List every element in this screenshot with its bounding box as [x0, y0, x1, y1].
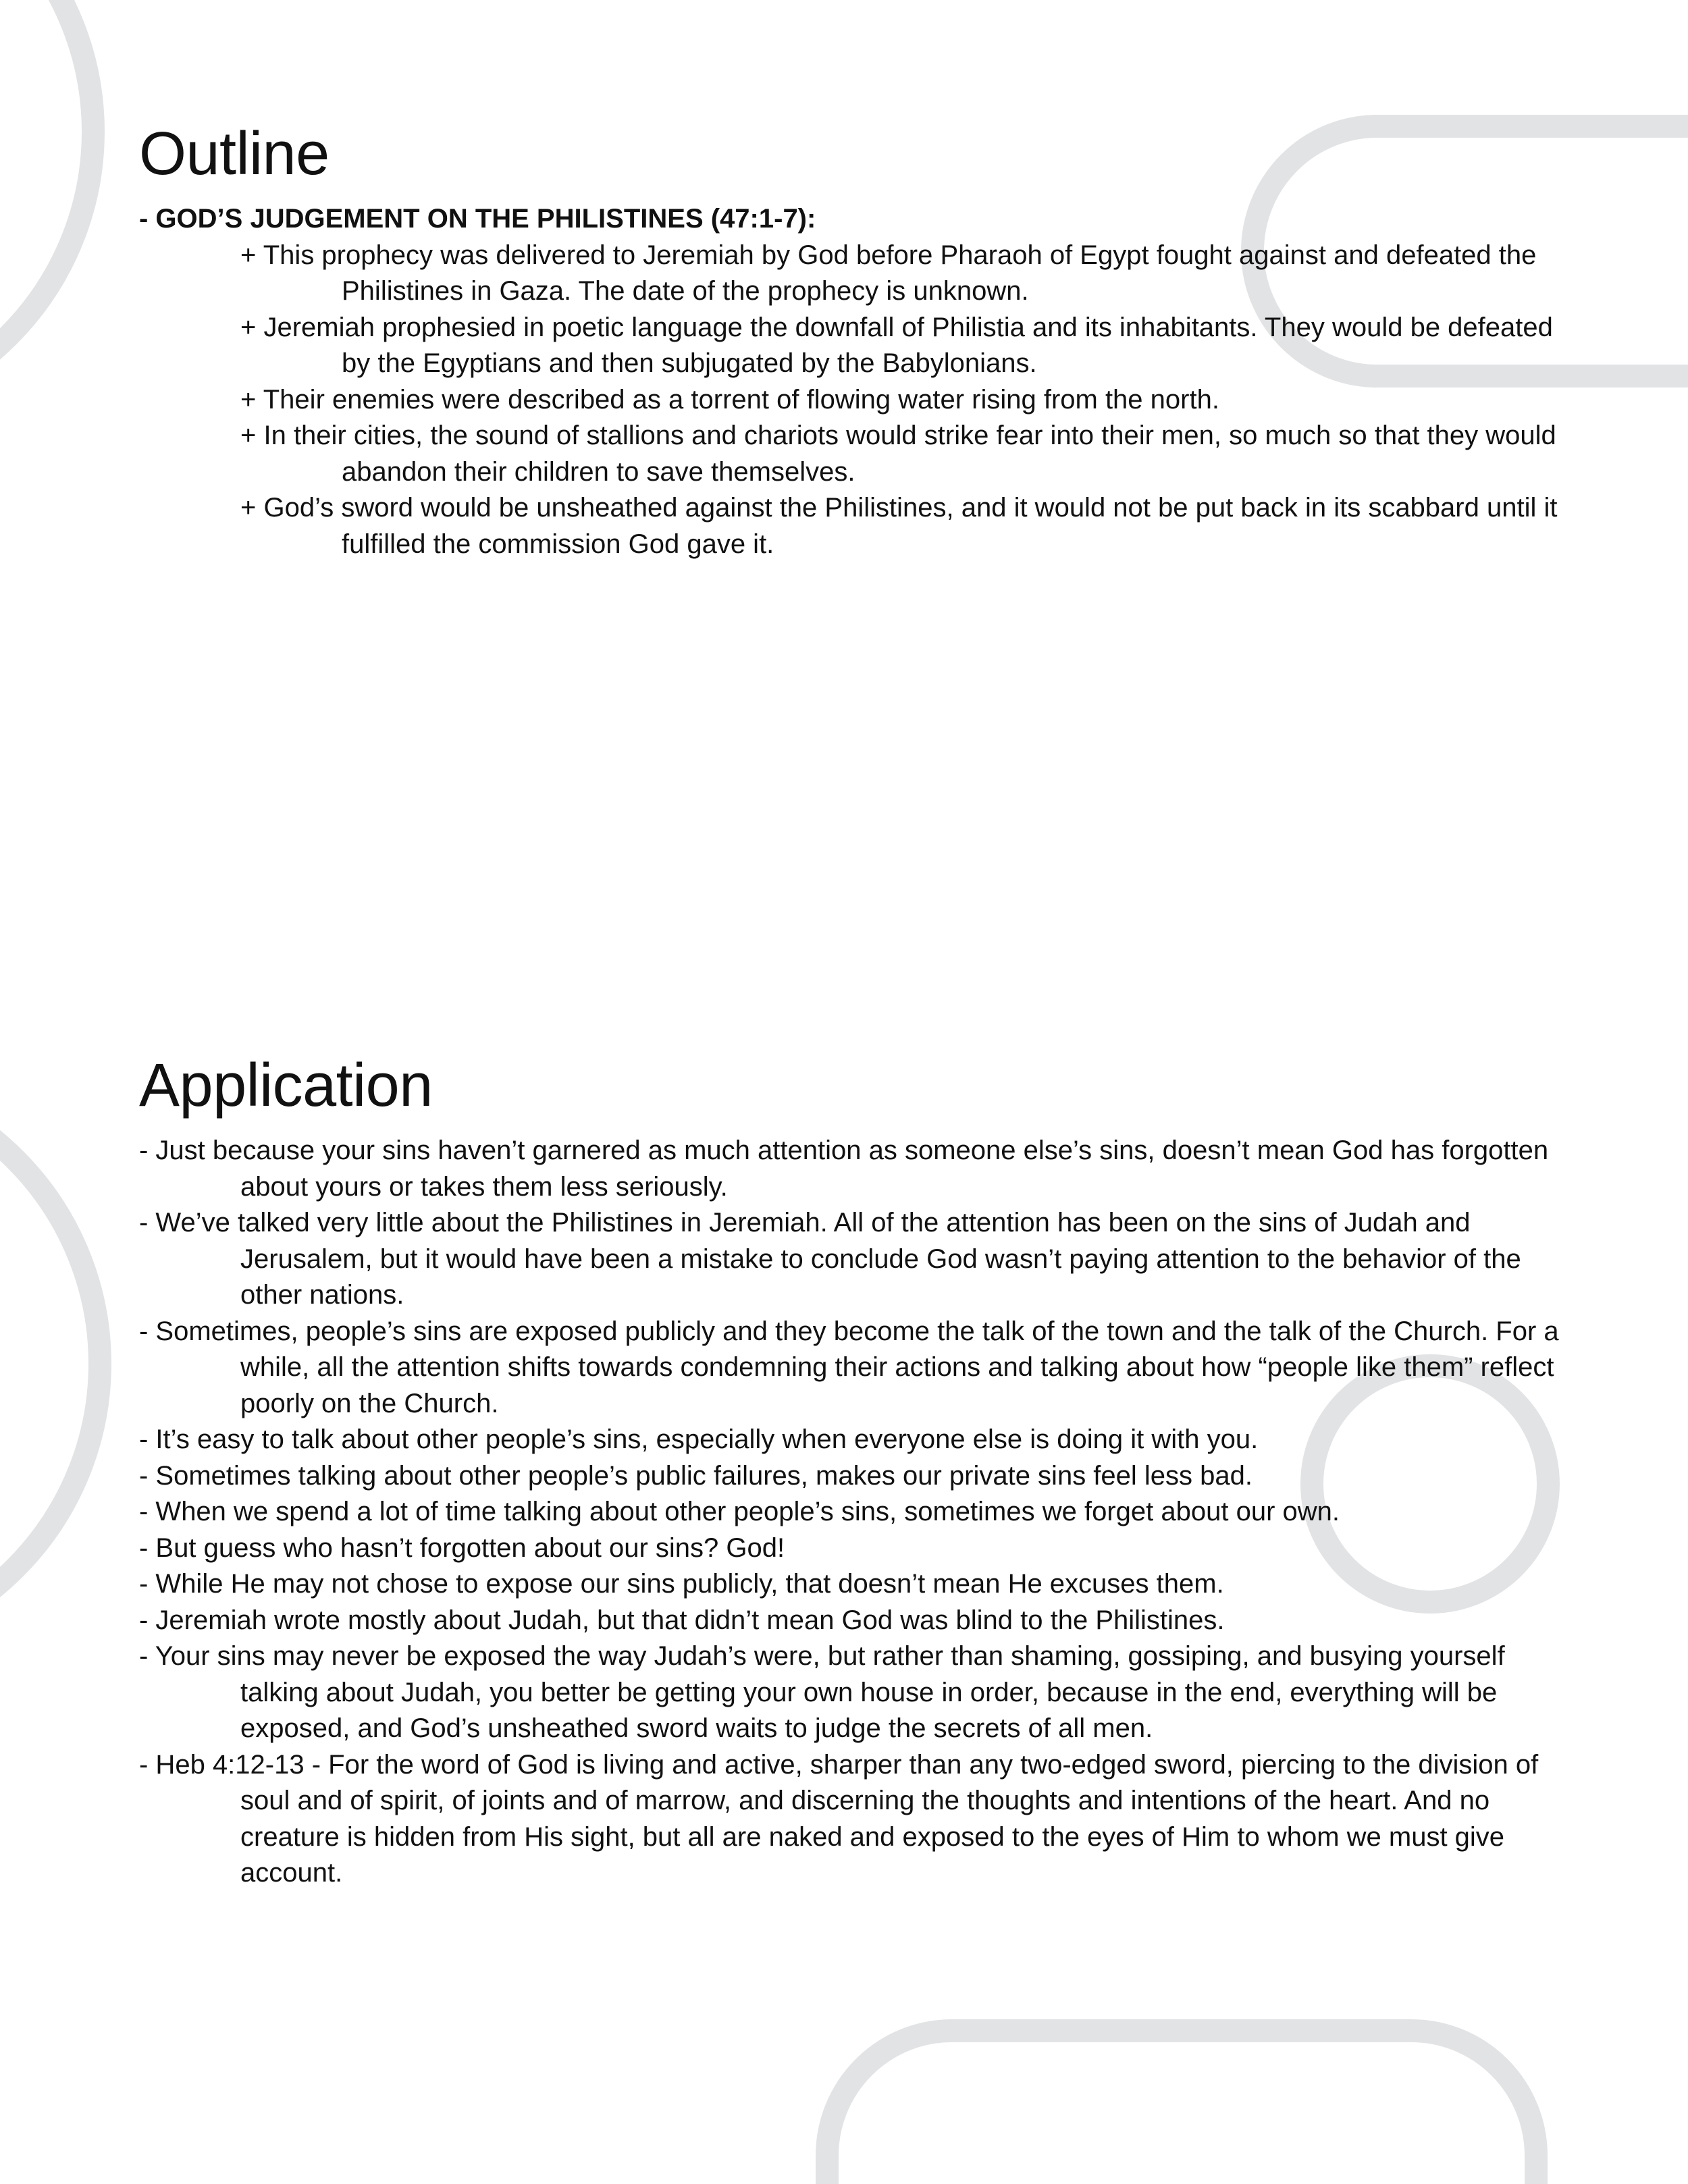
outline-subpoints [139, 238, 1564, 563]
outline-section-heading: - GOD’S JUDGEMENT ON THE PHILISTINES (47:1-7): [139, 204, 816, 234]
outline-point: + In their cities, the sound of stallions and chariots would strike fear into their men, so much so that they would abandon their children to save themselves. [240, 421, 1556, 487]
application-point: - Just because your sins haven’t garnered as much attention as someone else’s sins, doesn’t mean God has forgotten about yours or takes them less seriously. [139, 1136, 1549, 1202]
left-middle-ring-decoration [0, 1075, 100, 1653]
outline-point: + God’s sword would be unsheathed against the Philistines, and it would not be put back in its scabbard until it fulfilled the commission God gave it. [240, 493, 1558, 559]
application-point: - Sometimes talking about other people’s public failures, makes our private sins feel less bad. [139, 1460, 1253, 1491]
application-point: - But guess who hasn’t forgotten about our sins? God! [139, 1533, 785, 1563]
application-title: Application [139, 1052, 433, 1119]
application-point: - It’s easy to talk about other people’s sins, especially when everyone else is doing it with you. [139, 1424, 1259, 1454]
outline-point: + Their enemies were described as a torrent of flowing water rising from the north. [240, 384, 1219, 415]
outline-title: Outline [139, 120, 329, 188]
application-point: - Your sins may never be exposed the way Judah’s were, but rather than shaming, gossiping, and busying yourself talking about Judah, you better be getting your own house in order, because in the end, everything will be exposed, and God’s unsheathed sword waits to judge the secrets of all men. [139, 1641, 1505, 1743]
bottom-rounded-frame-decoration [827, 2031, 1536, 2184]
application-point: - Sometimes, people’s sins are exposed publicly and they become the talk of the town and the talk of the Church. For a while, all the attention shifts towards condemning their actions and talking about how “people like them” reflect poorly on the Church. [139, 1316, 1559, 1418]
outline-point: + Jeremiah prophesied in poetic language the downfall of Philistia and its inhabitants. They would be defeated by the Egyptians and then subjugated by the Babylonians. [240, 312, 1553, 378]
application-point: - While He may not chose to expose our sins publicly, that doesn’t mean He excuses them. [139, 1569, 1224, 1599]
application-point: - We’ve talked very little about the Philistines in Jeremiah. All of the attention has been on the sins of Judah and Jerusalem, but it would have been a mistake to conclude God wasn’t paying attention to the behavior of the other nations. [139, 1208, 1521, 1310]
application-point: - Heb 4:12-13 - For the word of God is living and active, sharper than any two-edged sword, piercing to the division of soul and of spirit, of joints and of marrow, and discerning the thoughts and intentions of the heart. And no creature is hidden from His sight, but all are naked and exposed to the eyes of Him to whom we must give account. [139, 1749, 1539, 1888]
application-list [139, 1133, 1564, 1892]
top-left-ring-decoration [0, 0, 93, 421]
outline-point: + This prophecy was delivered to Jeremiah by God before Pharaoh of Egypt fought against and defeated the Philistines in Gaza. The date of the prophecy is unknown. [240, 240, 1537, 306]
application-point: - Jeremiah wrote mostly about Judah, but that didn’t mean God was blind to the Philistines. [139, 1605, 1225, 1635]
application-point: - When we spend a lot of time talking about other people’s sins, sometimes we forget about our own. [139, 1497, 1340, 1526]
outline-list [139, 201, 1564, 562]
